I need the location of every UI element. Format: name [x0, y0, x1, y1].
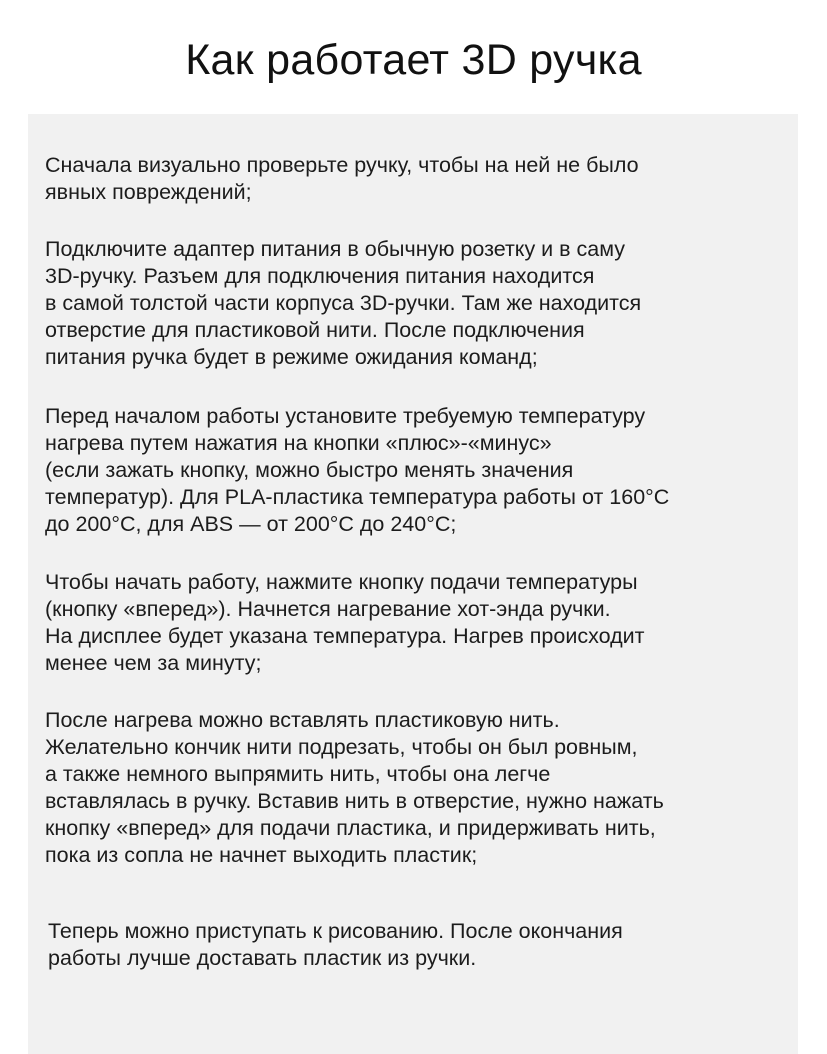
- instruction-step-start-drawing: Теперь можно приступать к рисованию. После окончания работы лучше доставать пластик из ручки.: [48, 919, 623, 970]
- instruction-step-start-heating: Чтобы начать работу, нажмите кнопку подачи температуры (кнопку «вперед»). Начнется нагревание хот-энда ручки. На дисплее будет указана температура. Нагрев происходит менее чем за минуту;: [45, 570, 645, 675]
- instruction-step-set-temperature: Перед началом работы установите требуемую температуру нагрева путем нажатия на кнопки «плюс»-«минус» (если зажать кнопку, можно быстро менять значения температур). Для PLA-пластика температура работы от 160°C до 200°C, для ABS — от 200°C до 240°C;: [45, 404, 670, 536]
- page-title: Как работает 3D ручка: [185, 36, 642, 84]
- instruction-step-insert-filament: После нагрева можно вставлять пластиковую нить. Желательно кончик нити подрезать, чтобы он был ровным, а также немного выпрямить нить, чтобы она легче вставлялась в ручку. Вставив нить в отверстие, нужно нажать кнопку «вперед» для подачи пластика, и придерживать нить, пока из сопла не начнет выходить пластик;: [45, 708, 664, 867]
- instruction-step-connect-power: Подключите адаптер питания в обычную розетку и в саму 3D-ручку. Разъем для подключения питания находится в самой толстой части корпуса 3D-ручки. Там же находится отверстие для пластиковой нити. После подключения питания ручка будет в режиме ожидания команд;: [45, 237, 642, 369]
- instructions-panel: [28, 114, 798, 1054]
- instruction-step-inspect: Сначала визуально проверьте ручку, чтобы на ней не было явных повреждений;: [45, 153, 639, 204]
